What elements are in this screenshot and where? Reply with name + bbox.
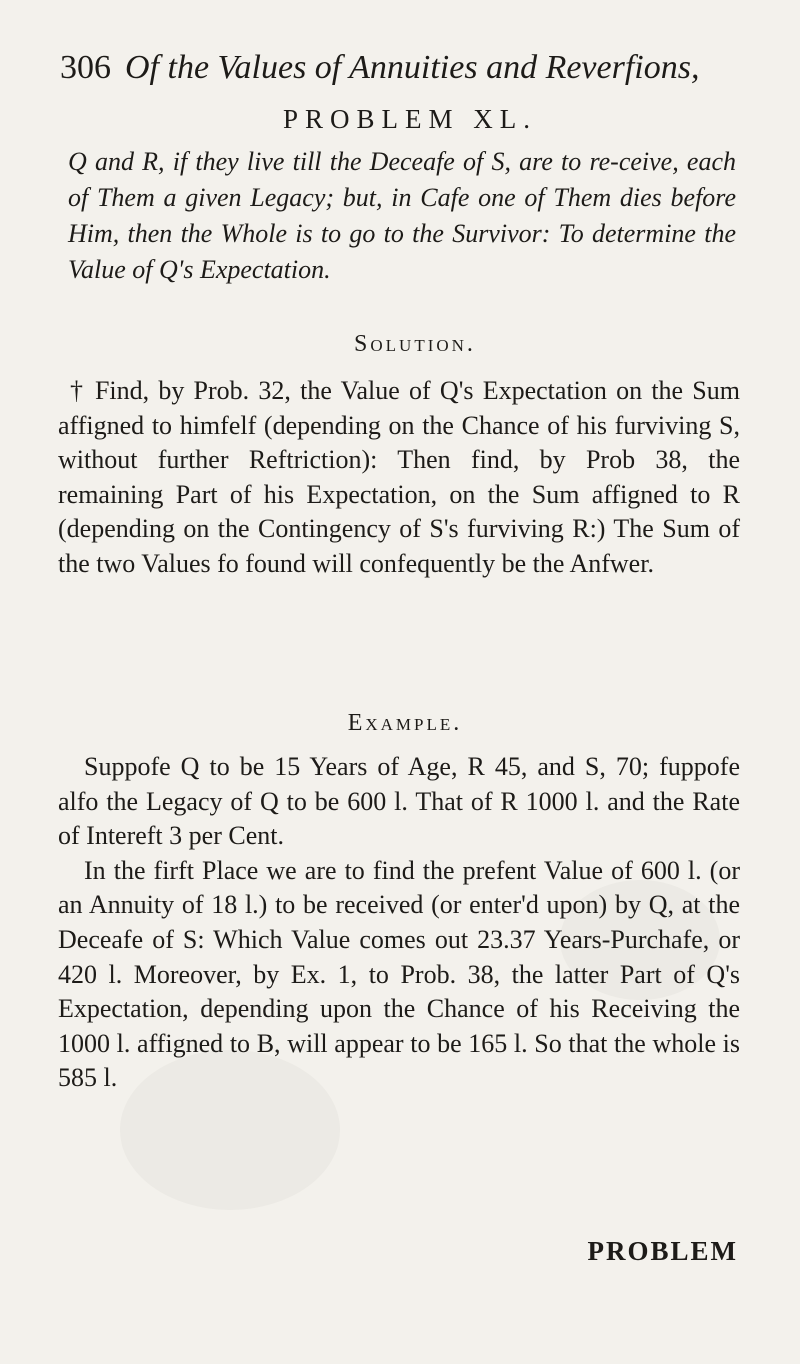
example-text	[58, 750, 740, 1096]
running-head	[60, 48, 760, 88]
solution-text: † Find, by Prob. 32, the Value of Q's Expectation on the Sum affigned to himfelf (depending on the Chance of his furviving S, without further Reftriction): Then find, by Prob 38, the remaining Part of his Expectation, on the Sum affigned to R (depending on the Contingency of S's furviving R:) The Sum of the two Values fo found will confequently be the Anfwer.	[58, 376, 740, 578]
solution-heading: Solution.	[354, 331, 476, 357]
example-paragraph-2: In the firft Place we are to find the prefent Value of 600 l. (or an Annuity of 18 l.) to be received (or enter'd upon) by Q, at the Deceafe of S: Which Value comes out 23.37 Years-Purchafe, or 420 l. Moreover, by Ex. 1, to Prob. 38, the latter Part of Q's Expectation, depending upon the Chance of his Receiving the 1000 l. affigned to B, will appear to be 165 l. So that the whole is 585 l.	[58, 855, 740, 1093]
running-title: Of the Values of Annuities and Reverfions,	[125, 49, 700, 86]
problem-statement: Q and R, if they live till the Deceafe of S, are to re-ceive, each of Them a given Legacy; but, in Cafe one of Them dies before Him, then the Whole is to go to the Survivor: To determine the Value of Q's Expectation.	[68, 147, 736, 284]
problem-title: PROBLEM XL.	[282, 104, 538, 134]
example-paragraph-1: Suppofe Q to be 15 Years of Age, R 45, and S, 70; fuppofe alfo the Legacy of Q to be 600 l. That of R 1000 l. and the Rate of Intereft 3 per Cent.	[58, 752, 740, 851]
catchword: PROBLEM	[587, 1236, 738, 1266]
example-heading: Example.	[347, 710, 463, 736]
page-number: 306	[60, 49, 111, 86]
